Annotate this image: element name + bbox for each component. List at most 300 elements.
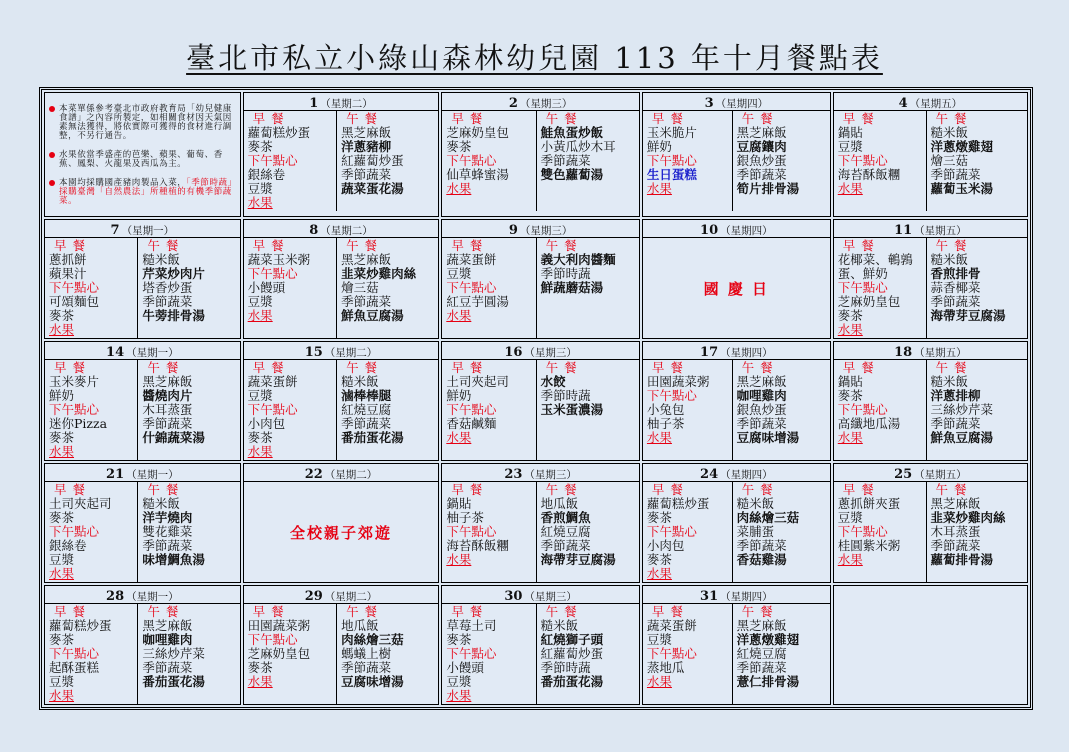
day-cell xyxy=(243,585,440,705)
lunch-item: 季節蔬菜 xyxy=(142,416,193,431)
breakfast-snack-column xyxy=(643,482,733,582)
breakfast-label: 早 餐 xyxy=(842,360,875,375)
day-box xyxy=(45,220,240,338)
fruit-label: 水果 xyxy=(247,308,273,323)
lunch-item: 黑芝麻飯 xyxy=(341,252,392,267)
lunch-item: 季節蔬菜 xyxy=(142,660,193,675)
snack-item: 桂圓紫米粥 xyxy=(837,538,901,553)
lunch-label: 午 餐 xyxy=(935,482,968,497)
meal-columns xyxy=(244,238,439,338)
breakfast-item: 蔬菜玉米粥 xyxy=(247,252,311,267)
lunch-item: 季節時蔬 xyxy=(540,660,591,675)
snack-item: 香菇鹹麵 xyxy=(446,416,497,431)
day-box xyxy=(244,586,439,704)
date-number: 11 xyxy=(894,223,913,238)
day-box xyxy=(244,220,439,338)
breakfast-item: 土司夾起司 xyxy=(446,374,509,389)
breakfast-item: 麥茶 xyxy=(49,510,75,525)
lunch-column xyxy=(138,238,239,338)
lunch-label: 午 餐 xyxy=(545,482,578,497)
meal-columns xyxy=(643,604,830,704)
lunch-label: 午 餐 xyxy=(741,604,774,619)
date-header xyxy=(45,342,240,360)
date-header xyxy=(834,342,1027,360)
snack-label: 下午點心 xyxy=(49,646,100,661)
event-area xyxy=(643,238,830,338)
day-box xyxy=(442,586,639,704)
notes-list xyxy=(45,93,240,206)
weekday-label: （星期四） xyxy=(720,347,773,359)
lunch-item: 紅蘿蔔炒蛋 xyxy=(341,153,404,168)
meal-columns xyxy=(643,360,830,460)
lunch-item: 洋蔥燉雞翅 xyxy=(930,139,994,154)
note-segment: 「季節時蔬」採購臺灣「自然農法」所種植的有機季節蔬菜。 xyxy=(59,178,233,206)
snack-item: 銀絲卷 xyxy=(49,538,87,553)
lunch-item: 蒜香椰菜 xyxy=(930,280,981,295)
lunch-item: 季節蔬菜 xyxy=(540,538,591,553)
day-box xyxy=(834,220,1027,338)
snack-label: 下午點心 xyxy=(837,153,888,168)
fruit-label: 水果 xyxy=(646,674,672,689)
snack-item: 柚子茶 xyxy=(646,416,685,431)
week-row xyxy=(44,341,1028,461)
lunch-column xyxy=(537,360,639,460)
weekday-label: （星期三） xyxy=(524,469,577,481)
date-number: 16 xyxy=(504,345,523,360)
breakfast-item: 豆漿 xyxy=(837,510,863,525)
day-cell xyxy=(441,219,640,339)
meal-columns xyxy=(442,238,639,338)
breakfast-snack-column xyxy=(834,482,927,582)
breakfast-item: 田園蔬菜粥 xyxy=(646,374,710,389)
snack-label: 下午點心 xyxy=(837,402,888,417)
lunch-item: 紅燒豆腐 xyxy=(736,646,787,661)
snack-label: 下午點心 xyxy=(49,524,100,539)
date-number: 3 xyxy=(704,96,714,111)
note-segment: 水果依當季盛產的芭樂、蘋果、葡萄、香蕉、鳳梨、火龍果及西瓜為主。 xyxy=(59,150,223,169)
snack-label: 下午點心 xyxy=(646,388,697,403)
day-cell xyxy=(44,219,241,339)
breakfast-item: 蔬菜蛋餅 xyxy=(646,618,697,633)
breakfast-item: 鍋貼 xyxy=(446,496,472,511)
snack-item: 豆漿 xyxy=(446,674,472,689)
breakfast-label: 早 餐 xyxy=(842,111,875,126)
lunch-label: 午 餐 xyxy=(346,360,379,375)
meal-columns xyxy=(442,604,639,704)
snack-item: 麥茶 xyxy=(837,308,863,323)
lunch-item: 季節時蔬 xyxy=(540,388,591,403)
breakfast-snack-column xyxy=(45,482,138,582)
date-header xyxy=(244,464,439,482)
lunch-item: 鮮魚豆腐湯 xyxy=(930,430,994,445)
snack-item: 生日蛋糕 xyxy=(646,167,697,182)
date-number: 24 xyxy=(700,467,719,482)
breakfast-item: 玉米麥片 xyxy=(49,374,100,389)
snack-item: 小饅頭 xyxy=(247,280,286,295)
day-box xyxy=(643,93,830,211)
date-header xyxy=(643,586,830,604)
snack-item: 芝麻奶皇包 xyxy=(837,294,901,309)
day-cell xyxy=(243,341,440,461)
lunch-label: 午 餐 xyxy=(147,238,180,253)
lunch-column xyxy=(537,238,639,338)
lunch-item: 紅燒獅子頭 xyxy=(540,632,604,647)
lunch-item: 鮭魚蛋炒飯 xyxy=(540,125,604,140)
lunch-item: 糙米飯 xyxy=(142,252,180,267)
lunch-item: 小黃瓜炒木耳 xyxy=(540,139,616,154)
snack-item: 蒸地瓜 xyxy=(646,660,685,675)
red-bullet-icon xyxy=(49,152,55,158)
lunch-item: 黑芝麻飯 xyxy=(736,125,787,140)
date-header xyxy=(643,93,830,111)
fruit-label: 水果 xyxy=(49,688,75,703)
day-cell xyxy=(642,219,831,339)
breakfast-snack-column xyxy=(244,604,337,704)
lunch-item: 海帶芽豆腐湯 xyxy=(540,552,616,567)
lunch-item: 洋蔥豬柳 xyxy=(341,139,392,154)
lunch-item: 韭菜炒雞肉絲 xyxy=(930,510,1006,525)
day-box xyxy=(834,342,1027,460)
lunch-item: 季節蔬菜 xyxy=(540,153,591,168)
lunch-column xyxy=(733,360,830,460)
lunch-item: 三絲炒芹菜 xyxy=(142,646,205,661)
red-bullet-icon xyxy=(49,106,55,112)
lunch-item: 季節蔬菜 xyxy=(341,416,392,431)
lunch-column xyxy=(337,111,438,211)
day-cell xyxy=(642,463,831,583)
snack-item: 小饅頭 xyxy=(446,660,484,675)
breakfast-label: 早 餐 xyxy=(54,238,86,253)
snack-item: 芝麻奶皇包 xyxy=(247,646,311,661)
lunch-item: 香煎排骨 xyxy=(930,266,981,281)
date-header xyxy=(244,93,439,111)
date-header xyxy=(643,220,830,238)
day-cell xyxy=(441,92,640,217)
lunch-item: 紅燒豆腐 xyxy=(540,524,591,539)
lunch-item: 季節蔬菜 xyxy=(736,538,787,553)
date-number: 1 xyxy=(309,96,319,111)
fruit-label: 水果 xyxy=(837,181,863,196)
date-number: 29 xyxy=(304,589,323,604)
lunch-item: 季節蔬菜 xyxy=(930,167,981,182)
weekday-label: （星期二） xyxy=(320,225,373,237)
snack-label: 下午點心 xyxy=(446,402,497,417)
meal-columns xyxy=(442,360,639,460)
day-cell xyxy=(833,341,1028,461)
date-number: 4 xyxy=(898,96,908,111)
note-segment: 本菜單係參考臺北市政府教育局「幼兒健康食譜」之內容所製定，如相關食材因天氣因素無法獲得，將依實際可獲得的食材進行調整，不另行通告。 xyxy=(59,104,232,141)
lunch-item: 季節蔬菜 xyxy=(341,167,392,182)
weekday-label: （星期二） xyxy=(324,469,378,481)
snack-item: 迷你Pizza xyxy=(49,416,108,431)
breakfast-item: 麥茶 xyxy=(446,139,472,154)
lunch-item: 糙米飯 xyxy=(930,252,969,267)
weekday-label: （星期四） xyxy=(720,225,773,237)
breakfast-item: 蘿蔔糕炒蛋 xyxy=(49,618,112,633)
lunch-item: 香煎鯛魚 xyxy=(540,510,591,525)
breakfast-label: 早 餐 xyxy=(451,482,484,497)
lunch-item: 蔬菜蛋花湯 xyxy=(341,181,404,196)
date-number: 23 xyxy=(504,467,523,482)
meal-columns xyxy=(834,482,1027,582)
lunch-item: 水餃 xyxy=(540,374,566,389)
meal-columns xyxy=(45,360,240,460)
breakfast-label: 早 餐 xyxy=(252,360,285,375)
breakfast-item: 麥茶 xyxy=(446,632,472,647)
date-number: 17 xyxy=(700,345,719,360)
breakfast-snack-column xyxy=(442,238,536,338)
snack-label: 下午點心 xyxy=(446,646,497,661)
snack-item: 小肉包 xyxy=(247,416,286,431)
lunch-label: 午 餐 xyxy=(741,360,774,375)
date-header xyxy=(244,586,439,604)
breakfast-label: 早 餐 xyxy=(651,604,684,619)
lunch-column xyxy=(733,111,830,211)
lunch-item: 糙米飯 xyxy=(930,374,969,389)
fruit-label: 水果 xyxy=(446,688,472,703)
snack-item: 豆漿 xyxy=(247,181,273,196)
lunch-item: 季節時蔬 xyxy=(540,266,591,281)
lunch-item: 番茄蛋花湯 xyxy=(540,674,604,689)
lunch-item: 紅蘿蔔炒蛋 xyxy=(540,646,604,661)
date-header xyxy=(834,220,1027,238)
date-header xyxy=(643,342,830,360)
fruit-label: 水果 xyxy=(837,322,863,337)
snack-item: 麥茶 xyxy=(646,552,672,567)
lunch-label: 午 餐 xyxy=(545,360,578,375)
weekday-label: （星期三） xyxy=(524,347,577,359)
date-number: 7 xyxy=(110,223,120,238)
snack-label: 下午點心 xyxy=(446,153,497,168)
lunch-item: 肉絲燴三菇 xyxy=(341,632,404,647)
breakfast-item: 柚子茶 xyxy=(446,510,484,525)
snack-item: 麥茶 xyxy=(247,430,273,445)
date-number: 10 xyxy=(700,223,719,238)
breakfast-label: 早 餐 xyxy=(451,604,484,619)
day-box xyxy=(244,342,439,460)
breakfast-snack-column xyxy=(834,111,927,211)
meal-columns xyxy=(45,238,240,338)
lunch-item: 牛蒡排骨湯 xyxy=(142,308,205,323)
lunch-label: 午 餐 xyxy=(147,604,180,619)
breakfast-label: 早 餐 xyxy=(842,238,875,253)
lunch-column xyxy=(138,604,239,704)
lunch-column xyxy=(927,482,1027,582)
weekday-label: （星期一） xyxy=(126,591,179,603)
lunch-item: 木耳蒸蛋 xyxy=(930,524,981,539)
weekday-label: （星期一） xyxy=(121,225,175,237)
snack-label: 下午點心 xyxy=(247,153,298,168)
lunch-column xyxy=(537,604,639,704)
day-box xyxy=(442,93,639,211)
lunch-label: 午 餐 xyxy=(147,482,180,497)
lunch-label: 午 餐 xyxy=(545,604,578,619)
fruit-label: 水果 xyxy=(247,195,273,210)
fruit-label: 水果 xyxy=(646,566,672,581)
breakfast-snack-column xyxy=(442,604,536,704)
lunch-item: 豆腐鑲肉 xyxy=(736,139,787,154)
fruit-label: 水果 xyxy=(49,566,75,581)
breakfast-label: 早 餐 xyxy=(842,482,875,497)
fruit-label: 水果 xyxy=(446,552,472,567)
lunch-item: 季節蔬菜 xyxy=(930,538,981,553)
day-cell xyxy=(44,585,241,705)
snack-label: 下午點心 xyxy=(247,266,298,281)
date-header xyxy=(442,93,639,111)
lunch-item: 黑芝麻飯 xyxy=(142,618,193,633)
date-number: 9 xyxy=(508,223,518,238)
breakfast-snack-column xyxy=(244,111,337,211)
day-box xyxy=(442,220,639,338)
event-text: 國 慶 日 xyxy=(703,279,770,298)
fruit-label: 水果 xyxy=(446,430,472,445)
lunch-item: 糙米飯 xyxy=(736,496,775,511)
lunch-item: 燴三菇 xyxy=(341,280,379,295)
snack-label: 下午點心 xyxy=(837,280,888,295)
breakfast-item: 蔥抓餅夾蛋 xyxy=(837,496,901,511)
day-box xyxy=(442,342,639,460)
week-row xyxy=(44,92,1028,217)
lunch-item: 鮮蔬蘑菇湯 xyxy=(540,280,604,295)
empty-day-cell xyxy=(833,585,1028,705)
day-box xyxy=(45,586,240,704)
note-item xyxy=(49,151,236,169)
lunch-item: 菜脯蛋 xyxy=(736,524,775,539)
weekday-label: （星期二） xyxy=(324,591,378,603)
weekday-label: （星期一） xyxy=(126,347,179,359)
breakfast-snack-column xyxy=(834,238,927,338)
lunch-column xyxy=(138,360,239,460)
lunch-label: 午 餐 xyxy=(935,238,968,253)
week-row xyxy=(44,585,1028,705)
lunch-item: 螞蟻上樹 xyxy=(341,646,392,661)
red-bullet-icon xyxy=(49,180,55,186)
day-cell xyxy=(441,341,640,461)
lunch-item: 筍片排骨湯 xyxy=(736,181,800,196)
meal-columns xyxy=(45,604,240,704)
breakfast-snack-column xyxy=(442,111,536,211)
breakfast-label: 早 餐 xyxy=(54,482,86,497)
breakfast-snack-column xyxy=(244,360,337,460)
meal-columns xyxy=(442,482,639,582)
lunch-label: 午 餐 xyxy=(935,360,968,375)
date-header xyxy=(45,220,240,238)
meal-columns xyxy=(834,111,1027,211)
snack-item: 麥茶 xyxy=(247,660,273,675)
snack-item: 起酥蛋糕 xyxy=(49,660,100,675)
lunch-item: 季節蔬菜 xyxy=(736,416,787,431)
day-cell xyxy=(833,219,1028,339)
breakfast-snack-column xyxy=(45,360,138,460)
lunch-item: 洋芋燒肉 xyxy=(142,510,193,525)
snack-label: 下午點心 xyxy=(247,632,298,647)
date-number: 31 xyxy=(700,589,719,604)
lunch-item: 季節蔬菜 xyxy=(930,294,981,309)
lunch-item: 黑芝麻飯 xyxy=(341,125,392,140)
weekday-label: （星期二） xyxy=(320,98,373,110)
breakfast-item: 鍋貼 xyxy=(837,374,863,389)
lunch-item: 季節蔬菜 xyxy=(341,294,392,309)
lunch-column xyxy=(927,360,1027,460)
date-header xyxy=(244,342,439,360)
day-cell xyxy=(243,463,440,583)
breakfast-label: 早 餐 xyxy=(54,604,86,619)
date-header xyxy=(442,464,639,482)
date-number: 18 xyxy=(894,345,913,360)
snack-item: 小肉包 xyxy=(646,538,685,553)
date-header xyxy=(244,220,439,238)
snack-label: 下午點心 xyxy=(446,280,497,295)
meal-columns xyxy=(834,238,1027,338)
breakfast-snack-column xyxy=(834,360,927,460)
breakfast-label: 早 餐 xyxy=(451,360,484,375)
lunch-item: 雙色蘿蔔湯 xyxy=(540,167,604,182)
lunch-label: 午 餐 xyxy=(545,111,578,126)
week-row xyxy=(44,219,1028,339)
snack-item: 麥茶 xyxy=(49,430,75,445)
lunch-item: 香菇雞湯 xyxy=(736,552,787,567)
lunch-label: 午 餐 xyxy=(545,238,578,253)
day-box xyxy=(45,464,240,582)
breakfast-item: 蔬菜蛋餅 xyxy=(446,252,497,267)
event-text: 全校親子郊遊 xyxy=(289,523,392,542)
day-box xyxy=(834,464,1027,582)
weekday-label: （星期四） xyxy=(720,469,773,481)
lunch-item: 鮮魚豆腐湯 xyxy=(341,308,404,323)
lunch-item: 地瓜飯 xyxy=(341,618,379,633)
lunch-item: 蘿蔔玉米湯 xyxy=(930,181,994,196)
weekday-label: （星期三） xyxy=(519,98,573,110)
lunch-item: 醬燒肉片 xyxy=(142,388,193,403)
lunch-item: 黑芝麻飯 xyxy=(930,496,981,511)
lunch-item: 義大利肉醬麵 xyxy=(540,252,616,267)
breakfast-label: 早 餐 xyxy=(451,111,484,126)
day-cell xyxy=(833,463,1028,583)
lunch-item: 豆腐味增湯 xyxy=(341,674,404,689)
day-cell xyxy=(44,463,241,583)
snack-label: 下午點心 xyxy=(49,280,100,295)
meal-columns xyxy=(45,482,240,582)
snack-item: 小兔包 xyxy=(646,402,685,417)
day-cell xyxy=(642,92,831,217)
lunch-item: 季節蔬菜 xyxy=(930,416,981,431)
date-number: 28 xyxy=(106,589,125,604)
date-header xyxy=(442,586,639,604)
fruit-label: 水果 xyxy=(646,430,672,445)
date-number: 8 xyxy=(309,223,319,238)
lunch-item: 滷棒棒腿 xyxy=(341,388,392,403)
date-header xyxy=(834,464,1027,482)
day-box xyxy=(45,342,240,460)
breakfast-item: 豆漿 xyxy=(837,139,863,154)
breakfast-item: 豆漿 xyxy=(446,266,472,281)
lunch-item: 蘿蔔排骨湯 xyxy=(930,552,994,567)
meal-columns xyxy=(643,482,830,582)
breakfast-snack-column xyxy=(643,604,733,704)
lunch-item: 糙米飯 xyxy=(540,618,579,633)
fruit-label: 水果 xyxy=(446,308,472,323)
snack-item: 海苔酥飯糰 xyxy=(446,538,509,553)
breakfast-item: 玉米脆片 xyxy=(646,125,697,140)
breakfast-item: 蘿蔔糕炒蛋 xyxy=(247,125,311,140)
notes-cell xyxy=(44,92,241,217)
lunch-item: 海帶芽豆腐湯 xyxy=(930,308,1006,323)
lunch-item: 銀魚炒蛋 xyxy=(736,153,787,168)
lunch-column xyxy=(927,111,1027,211)
lunch-item: 薏仁排骨湯 xyxy=(736,674,800,689)
lunch-label: 午 餐 xyxy=(346,604,379,619)
meal-columns xyxy=(244,111,439,211)
